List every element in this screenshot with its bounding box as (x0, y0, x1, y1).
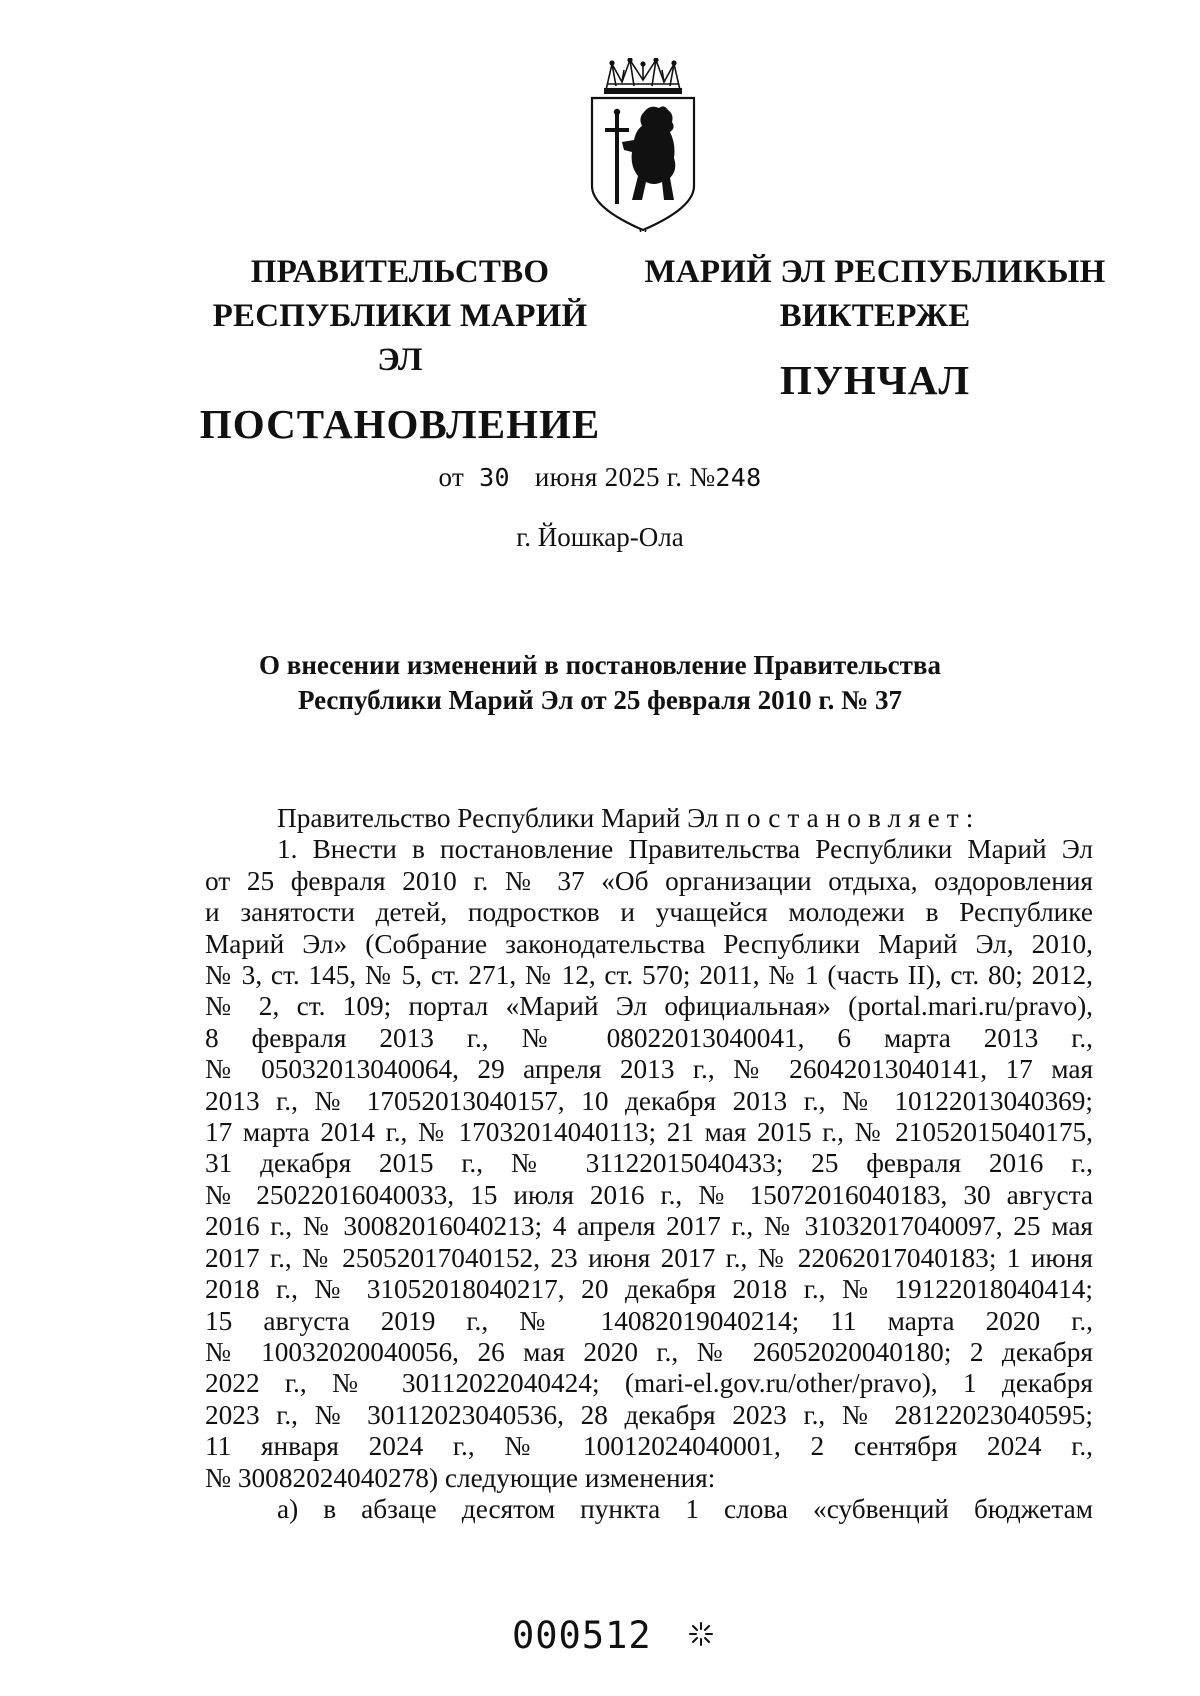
body-line: № 3, ст. 145, № 5, ст. 271, № 12, ст. 570; 2011, № 1 (часть II), ст. 80; 2012, (205, 960, 1093, 991)
body-line: 31 декабря 2015 г., № 31122015040433; 25 февраля 2016 г., (205, 1148, 1093, 1179)
date-prefix: от (438, 462, 465, 492)
body-line: 2013 г., № 17052013040157, 10 декабря 2013 г., № 10122013040369; (205, 1085, 1093, 1116)
document-title (160, 648, 1040, 718)
header-right (640, 250, 1110, 408)
body-line: 2016 г., № 30082016040213; 4 апреля 2017 г., № 31032017040097, 25 мая (205, 1211, 1093, 1242)
body-line: № 05032013040064, 29 апреля 2013 г., № 26042013040141, 17 мая (205, 1054, 1093, 1085)
body-line: 2023 г., № 30112023040536, 28 декабря 2023 г., № 28122023040595; (205, 1399, 1093, 1430)
header-left (190, 250, 610, 452)
body-line: № 25022016040033, 15 июля 2016 г., № 15072016040183, 30 августа (205, 1179, 1093, 1210)
body-line: 2018 г., № 31052018040217, 20 декабря 2018 г., № 19122018040414; (205, 1274, 1093, 1305)
org-name-line: ПРАВИТЕЛЬСТВО (250, 254, 550, 290)
title-line: Республики Марий Эл от 25 февраля 2010 г. № 37 (297, 685, 902, 715)
body-line: 2017 г., № 25052017040152, 23 июня 2017 г., № 22062017040183; 1 июня (205, 1242, 1093, 1273)
org-name-line: РЕСПУБЛИКИ МАРИЙ ЭЛ (212, 298, 588, 378)
body-line: 1. Внести в постановление Правительства Республики Марий Эл (277, 834, 1093, 865)
date-day: 30 (479, 463, 510, 492)
org-name-line: МАРИЙ ЭЛ РЕСПУБЛИКЫН (644, 254, 1106, 290)
document-city: г. Йошкар-Ола (516, 522, 684, 552)
body-line: 15 августа 2019 г., № 14082019040214; 11 марта 2020 г., (205, 1305, 1093, 1336)
body-line: № 10032020040056, 26 мая 2020 г., № 26052020040180; 2 декабря (205, 1336, 1093, 1367)
preamble-text: Правительство Республики Марий Эл (277, 803, 726, 833)
document-type: ПУНЧАЛ (779, 357, 971, 403)
form-serial-number: 000512 (512, 1614, 652, 1657)
body-line: Марий Эл» (Собрание законодательства Республики Марий Эл, 2010, (205, 928, 1093, 959)
title-line: О внесении изменений в постановление Правительства (259, 650, 941, 680)
body-line: 17 марта 2014 г., № 17032014040113; 21 мая 2015 г., № 21052015040175, (205, 1117, 1093, 1148)
document-type: ПОСТАНОВЛЕНИЕ (199, 401, 601, 447)
asterisk-mark-icon (688, 1621, 714, 1647)
body-line: и занятости детей, подростков и учащейся молодежи в Республике (205, 897, 1093, 928)
org-name-line: ВИКТЕРЖЕ (779, 298, 971, 334)
body-line: а) в абзаце десятом пункта 1 слова «субвенций бюджетам (277, 1493, 1093, 1524)
document-date (0, 462, 1200, 493)
body-line: от 25 февраля 2010 г. № 37 «Об организации отдыха, оздоровления (205, 865, 1093, 896)
body-line: 8 февраля 2013 г., № 08022013040041, 6 марта 2013 г., (205, 1022, 1093, 1053)
body-line: № 2, ст. 109; портал «Марий Эл официальная» (portal.mari.ru/pravo), (205, 991, 1093, 1022)
body-line: № 30082024040278) следующие изменения: (205, 1462, 716, 1493)
preamble (205, 803, 1093, 834)
body-line: 2022 г., № 30112022040424; (mari-el.gov.ru/other/pravo), 1 декабря (205, 1368, 1093, 1399)
preamble-spaced: постановляет: (725, 803, 981, 833)
document-number: 248 (715, 463, 762, 492)
date-month-year: июня 2025 г. № (534, 462, 716, 492)
document-body (205, 803, 1093, 1525)
body-line: 11 января 2024 г., № 10012024040001, 2 сентября 2024 г., (205, 1431, 1093, 1462)
coat-of-arms-icon (584, 58, 702, 232)
